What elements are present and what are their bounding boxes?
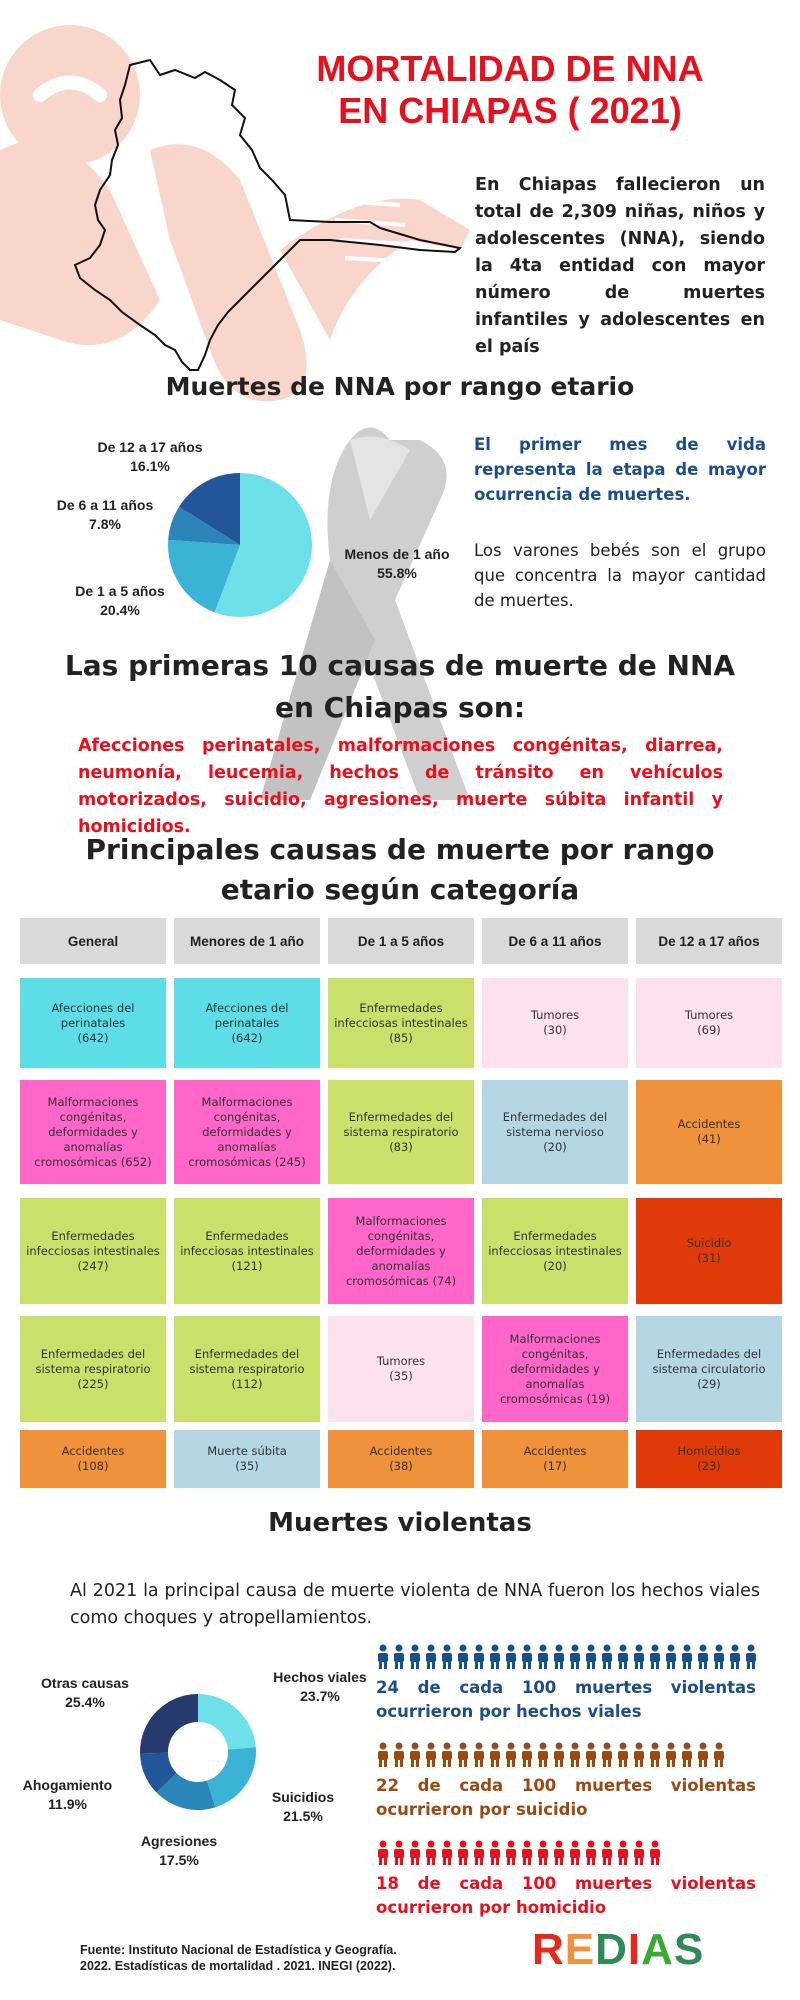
- age-label-6-11-value: 7.8%: [89, 516, 121, 532]
- table-header-4: De 12 a 17 años: [636, 918, 782, 964]
- person-icon: [600, 1742, 614, 1768]
- person-icon: [392, 1644, 406, 1670]
- person-icon: [488, 1742, 502, 1768]
- person-icon: [600, 1644, 614, 1670]
- person-icon: [408, 1840, 422, 1866]
- table-header-3: De 6 a 11 años: [482, 918, 628, 964]
- person-icon: [632, 1644, 646, 1670]
- person-icon: [424, 1742, 438, 1768]
- person-icon: [680, 1742, 694, 1768]
- violent-donut-slice-4: [140, 1694, 198, 1753]
- person-icon: [536, 1742, 550, 1768]
- person-icon: [472, 1742, 486, 1768]
- table-cell: Enfermedades del sistema respiratorio (83): [328, 1080, 474, 1184]
- table-cell: Tumores (30): [482, 978, 628, 1068]
- table-cell: Accidentes (17): [482, 1430, 628, 1488]
- violent-label-suicide-name: Suicidios: [271, 1789, 335, 1805]
- violent-donut-chart: [138, 1692, 258, 1812]
- person-icon: [392, 1840, 406, 1866]
- table-cell: Enfermedades del sistema respiratorio (112): [174, 1316, 320, 1422]
- person-icon: [584, 1742, 598, 1768]
- table-cell: Muerte súbita (35): [174, 1430, 320, 1488]
- violent-label-aggression-name: Agresiones: [140, 1833, 218, 1849]
- person-icon: [472, 1644, 486, 1670]
- age-label-12-17: [70, 438, 230, 476]
- logo-letter: A: [641, 1925, 674, 1974]
- person-icon: [536, 1644, 550, 1670]
- stat-homicide: 18 de cada 100 muertes violentas ocurrieron por homicidio: [376, 1874, 756, 1917]
- person-icon: [424, 1644, 438, 1670]
- table-cell: Enfermedades del sistema respiratorio (225): [20, 1316, 166, 1422]
- person-icon: [440, 1644, 454, 1670]
- person-icon: [376, 1840, 390, 1866]
- table-header-0: General: [20, 918, 166, 964]
- male-babies-note: Los varones bebés son el grupo que concentra la mayor cantidad de muertes.: [474, 541, 766, 610]
- person-icon: [488, 1644, 502, 1670]
- person-icon: [680, 1644, 694, 1670]
- violent-label-suicide-value: 21.5%: [283, 1808, 323, 1824]
- violent-label-other-name: Otras causas: [41, 1675, 129, 1691]
- source-line-2: 2022. Estadísticas de mortalidad . 2021. INEGI (2022).: [80, 1959, 396, 1973]
- table-cell: Homicidios (23): [636, 1430, 782, 1488]
- table-cell: Malformaciones congénitas, deformidades y anomalías cromosómicas (74): [328, 1198, 474, 1304]
- person-icon: [568, 1742, 582, 1768]
- redias-logo: [532, 1925, 704, 1975]
- person-icon: [392, 1742, 406, 1768]
- table-cell: Enfermedades del sistema circulatorio (29): [636, 1316, 782, 1422]
- person-icon: [456, 1742, 470, 1768]
- table-cell: Tumores (69): [636, 978, 782, 1068]
- violent-label-other-value: 25.4%: [65, 1694, 105, 1710]
- violent-label-traffic-name: Hechos viales: [273, 1669, 367, 1685]
- violent-label-drowning-value: 11.9%: [48, 1796, 87, 1812]
- age-label-1-5-name: De 1 a 5 años: [75, 583, 165, 599]
- table-cell: Accidentes (38): [328, 1430, 474, 1488]
- violent-label-aggression-value: 17.5%: [159, 1852, 199, 1868]
- violent-label-drowning-name: Ahogamiento: [22, 1777, 113, 1793]
- violent-paragraph: Al 2021 la principal causa de muerte violenta de NNA fueron los hechos viales como choques y atropellamientos.: [70, 1581, 760, 1628]
- person-icon: [696, 1644, 710, 1670]
- person-icon: [440, 1742, 454, 1768]
- table-cell: Accidentes (41): [636, 1080, 782, 1184]
- top-causes-title-line-2: en Chiapas son:: [274, 691, 526, 724]
- table-cell: Enfermedades infecciosas intestinales (121): [174, 1198, 320, 1304]
- people-row-traffic: [376, 1644, 758, 1670]
- person-icon: [376, 1742, 390, 1768]
- title-line-2: EN CHIAPAS ( 2021): [338, 90, 682, 131]
- person-icon: [712, 1644, 726, 1670]
- age-label-12-17-value: 16.1%: [130, 458, 170, 474]
- source-line-1: Fuente: Instituto Nacional de Estadística y Geografía.: [80, 1943, 397, 1957]
- top-causes-title: [60, 645, 740, 729]
- logo-letter: S: [673, 1925, 705, 1974]
- person-icon: [456, 1644, 470, 1670]
- person-icon: [696, 1742, 710, 1768]
- person-icon: [648, 1840, 662, 1866]
- table-cell: Afecciones del perinatales (642): [20, 978, 166, 1068]
- table-title-line-2: etario según categoría: [220, 873, 580, 906]
- person-icon: [584, 1644, 598, 1670]
- table-cell: Accidentes (108): [20, 1430, 166, 1488]
- violent-label-other: [25, 1674, 145, 1712]
- stat-traffic: 24 de cada 100 muertes violentas ocurrieron por hechos viales: [376, 1678, 756, 1721]
- table-header-1: Menores de 1 año: [174, 918, 320, 964]
- violent-section-title: Muertes violentas: [268, 1508, 532, 1538]
- person-icon: [648, 1742, 662, 1768]
- person-icon: [472, 1840, 486, 1866]
- age-label-6-11: [30, 496, 180, 534]
- person-icon: [520, 1840, 534, 1866]
- person-icon: [408, 1644, 422, 1670]
- top-causes-title-line-1: Las primeras 10 causas de muerte de NNA: [64, 649, 736, 682]
- person-icon: [504, 1644, 518, 1670]
- table-cell: Enfermedades infecciosas intestinales (85): [328, 978, 474, 1068]
- age-label-1-5-value: 20.4%: [100, 602, 140, 618]
- person-icon: [568, 1644, 582, 1670]
- person-icon: [408, 1742, 422, 1768]
- age-label-under-1-value: 55.8%: [377, 565, 417, 581]
- person-icon: [712, 1742, 726, 1768]
- first-month-highlight: El primer mes de vida representa la etapa de mayor ocurrencia de muertes.: [474, 435, 766, 504]
- age-label-under-1-name: Menos de 1 año: [344, 546, 450, 562]
- violent-label-traffic: [260, 1668, 380, 1706]
- age-label-6-11-name: De 6 a 11 años: [56, 497, 154, 513]
- logo-letter: E: [564, 1925, 596, 1974]
- person-icon: [568, 1840, 582, 1866]
- person-icon: [744, 1644, 758, 1670]
- person-icon: [552, 1742, 566, 1768]
- person-icon: [376, 1644, 390, 1670]
- people-row-homicide: [376, 1840, 662, 1866]
- table-cell: Enfermedades infecciosas intestinales (247): [20, 1198, 166, 1304]
- source-citation: [80, 1942, 500, 1974]
- person-icon: [536, 1840, 550, 1866]
- age-section-title: Muertes de NNA por rango etario: [165, 372, 635, 401]
- person-icon: [616, 1742, 630, 1768]
- person-icon: [424, 1840, 438, 1866]
- table-cell: Malformaciones congénitas, deformidades y anomalías cromosómicas (19): [482, 1316, 628, 1422]
- person-icon: [520, 1644, 534, 1670]
- logo-letter: I: [627, 1925, 642, 1974]
- table-cell: Malformaciones congénitas, deformidades y anomalías cromosómicas (245): [174, 1080, 320, 1184]
- table-cell: Enfermedades infecciosas intestinales (20): [482, 1198, 628, 1304]
- table-cell: Malformaciones congénitas, deformidades y anomalías cromosómicas (652): [20, 1080, 166, 1184]
- title-line-1: MORTALIDAD DE NNA: [316, 48, 704, 89]
- page-title: [250, 48, 770, 132]
- person-icon: [456, 1840, 470, 1866]
- violent-label-traffic-value: 23.7%: [300, 1688, 340, 1704]
- person-icon: [520, 1742, 534, 1768]
- people-row-suicide: [376, 1742, 726, 1768]
- table-cell: Afecciones del perinatales (642): [174, 978, 320, 1068]
- person-icon: [552, 1644, 566, 1670]
- violent-donut-slice-0: [198, 1694, 256, 1750]
- person-icon: [504, 1742, 518, 1768]
- person-icon: [616, 1840, 630, 1866]
- top-causes-list: Afecciones perinatales, malformaciones congénitas, diarrea, neumonía, leucemia, hechos de tránsito en vehículos motorizados, suicidio, agresiones, muerte súbita infantil y homicidios.: [78, 736, 723, 837]
- table-header-2: De 1 a 5 años: [328, 918, 474, 964]
- table-title: [60, 830, 740, 910]
- person-icon: [552, 1840, 566, 1866]
- table-title-line-1: Principales causas de muerte por rango: [85, 833, 715, 866]
- intro-text: En Chiapas fallecieron un total de 2,309 niñas, niños y adolescentes (NNA), siendo la 4ta entidad con mayor número de muertes infantiles y adolescentes en el país: [475, 175, 765, 357]
- table-cell: Tumores (35): [328, 1316, 474, 1422]
- person-icon: [632, 1742, 646, 1768]
- person-icon: [440, 1840, 454, 1866]
- person-icon: [632, 1840, 646, 1866]
- violent-label-aggression: [124, 1832, 234, 1870]
- table-cell: Enfermedades del sistema nervioso (20): [482, 1080, 628, 1184]
- causes-table: [20, 918, 782, 1490]
- person-icon: [664, 1644, 678, 1670]
- logo-letter: D: [595, 1925, 628, 1974]
- table-cell: Suicidio (31): [636, 1198, 782, 1304]
- person-icon: [664, 1742, 678, 1768]
- stat-suicide: 22 de cada 100 muertes violentas ocurrieron por suicidio: [376, 1776, 756, 1819]
- person-icon: [600, 1840, 614, 1866]
- violent-label-drowning: [10, 1776, 125, 1814]
- person-icon: [648, 1644, 662, 1670]
- logo-letter: R: [532, 1925, 565, 1974]
- age-label-12-17-name: De 12 a 17 años: [97, 439, 203, 455]
- person-icon: [504, 1840, 518, 1866]
- person-icon: [488, 1840, 502, 1866]
- age-label-1-5: [45, 582, 195, 620]
- person-icon: [728, 1644, 742, 1670]
- person-icon: [584, 1840, 598, 1866]
- violent-label-suicide: [248, 1788, 358, 1826]
- person-icon: [616, 1644, 630, 1670]
- age-label-under-1: [322, 545, 472, 583]
